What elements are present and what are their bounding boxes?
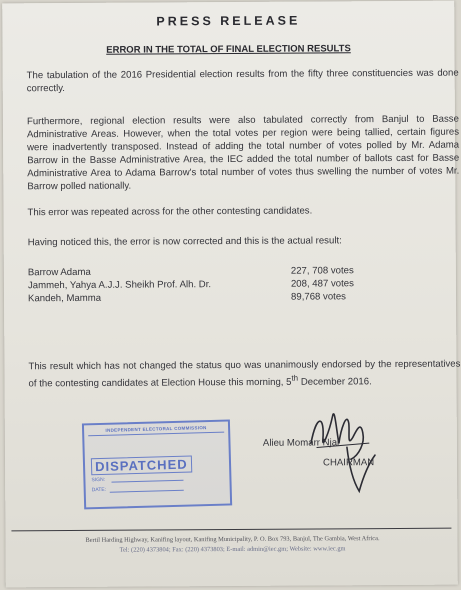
result-row-kandeh xyxy=(28,290,348,305)
footer-address: Bertil Harding Highway, Kanifing layout, Kanifing Municipality, P. O. Box 793, Banjul, The Gambia, West Africa. xyxy=(85,535,380,544)
paragraph-correction: Having noticed this, the error is now corrected and this is the actual result: xyxy=(27,235,342,249)
footer-contact-line: Tel: (220) 4373804; Fax: (220) 4373803; E-mail: admin@iec.gm; Website: www.iec.gm xyxy=(119,544,346,554)
paragraph-transposition: Furthermore, regional election results were also tabulated correctly from Banjul to Basse Administrative Areas. However, when the total votes per region were being tallied, certain figures were inadvertently transposed. Instead of adding the total number of votes polled by Mr. Adama Barrow in the Basse Administrative Area, the IEC added the total number of ballots cast for Basse Administrative Area to Adama Barrow's total number of votes thus swelling the number of votes Mr. Barrow polled nationally. xyxy=(26,113,460,193)
press-release-document xyxy=(2,1,461,588)
paragraph-endorsement: This result which has not changed the status quo was unanimously endorsed by the representatives of the contesting candidates at Election House this morning, 5th December 2016. xyxy=(28,358,461,390)
handwritten-signature xyxy=(289,403,400,496)
footer-contact xyxy=(17,534,447,556)
stamp-sign-line xyxy=(111,480,183,483)
stamp-status: DISPATCHED xyxy=(91,456,192,476)
footer-divider xyxy=(11,528,451,532)
signatory-name: Alieu Momarr Njai xyxy=(262,437,340,449)
candidate-votes: 227, 708 votes xyxy=(290,265,354,277)
stamp-date-line xyxy=(110,490,184,493)
results-list xyxy=(27,264,354,305)
document-subtitle: ERROR IN THE TOTAL OF FINAL ELECTION RESULTS xyxy=(106,43,351,56)
stamp-org-label: INDEPENDENT ELECTORAL COMMISSION xyxy=(88,425,224,437)
candidate-name: Kandeh, Mamma xyxy=(27,292,102,305)
candidate-name: Jammeh, Yahya A.J.J. Sheikh Prof. Alh. Dr. xyxy=(27,279,212,292)
stamp-date-label: DATE: xyxy=(91,486,107,494)
candidate-votes: 89,768 votes xyxy=(290,291,347,303)
candidate-votes: 208, 487 votes xyxy=(290,278,354,290)
paragraph-tabulation: The tabulation of the 2016 Presidential election results from the fifty three constituencies was done correctly. xyxy=(26,67,459,95)
signatory-title: CHAIRMAN xyxy=(323,457,375,469)
dispatched-stamp xyxy=(82,419,232,509)
stamp-sign-label: SIGN: xyxy=(91,476,106,484)
paragraph-repeated-error: This error was repeated across for the other contesting candidates. xyxy=(27,205,313,219)
candidate-name: Barrow Adama xyxy=(27,266,91,279)
document-title: PRESS RELEASE xyxy=(156,13,301,29)
